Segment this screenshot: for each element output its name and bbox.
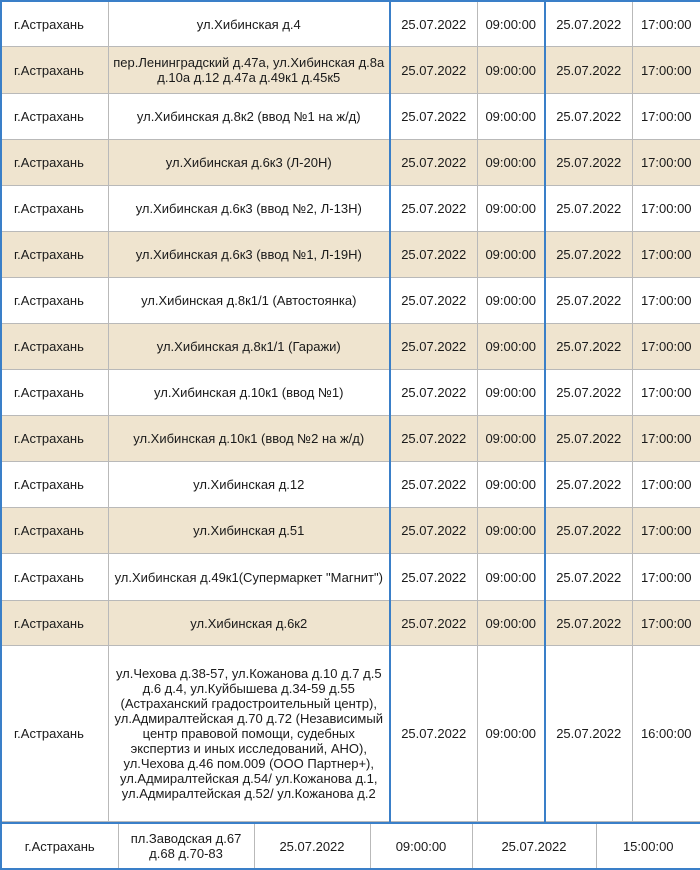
start-time-cell: 09:00:00: [477, 47, 545, 94]
table-row: [1, 370, 700, 416]
end-date-cell: 25.07.2022: [545, 554, 632, 601]
city-cell: г.Астрахань: [1, 324, 108, 370]
table-row: [1, 232, 700, 278]
start-date-cell: 25.07.2022: [390, 601, 477, 646]
start-time-cell: 09:00:00: [477, 462, 545, 508]
end-time-cell: 17:00:00: [632, 47, 700, 94]
end-date-cell: 25.07.2022: [545, 416, 632, 462]
start-time-cell: 09:00:00: [477, 370, 545, 416]
start-time-cell: 09:00:00: [477, 324, 545, 370]
table-row: [1, 823, 700, 869]
address-cell: ул.Хибинская д.12: [108, 462, 390, 508]
end-time-cell: 17:00:00: [632, 416, 700, 462]
city-cell: г.Астрахань: [1, 601, 108, 646]
start-date-cell: 25.07.2022: [390, 232, 477, 278]
start-time-cell: 09:00:00: [477, 278, 545, 324]
start-date-cell: 25.07.2022: [254, 823, 370, 869]
table-row: [1, 324, 700, 370]
start-time-cell: 09:00:00: [477, 94, 545, 140]
start-date-cell: 25.07.2022: [390, 416, 477, 462]
end-date-cell: 25.07.2022: [545, 186, 632, 232]
start-date-cell: 25.07.2022: [390, 140, 477, 186]
address-cell: ул.Хибинская д.4: [108, 1, 390, 47]
start-time-cell: 09:00:00: [477, 646, 545, 822]
start-time-cell: 09:00:00: [477, 186, 545, 232]
end-time-cell: 17:00:00: [632, 232, 700, 278]
start-date-cell: 25.07.2022: [390, 94, 477, 140]
city-cell: г.Астрахань: [1, 370, 108, 416]
city-cell: г.Астрахань: [1, 646, 108, 822]
address-cell: ул.Чехова д.38-57, ул.Кожанова д.10 д.7 д.5 д.6 д.4, ул.Куйбышева д.34-59 д.55 (Астраханский градостроительный центр), ул.Адмиралтейская д.70 д.72 (Независимый центр правовой помощи, судебных экспертиз и иных исследований, АНО), ул.Чехова д.46 пом.009 (ООО Партнер+), ул.Адмиралтейская д.54/ ул.Кожанова д.1, ул.Адмиралтейская д.52/ ул.Кожанова д.2: [108, 646, 390, 822]
end-time-cell: 17:00:00: [632, 554, 700, 601]
end-date-cell: 25.07.2022: [545, 646, 632, 822]
start-date-cell: 25.07.2022: [390, 370, 477, 416]
address-cell: ул.Хибинская д.6к3 (ввод №2, Л-13Н): [108, 186, 390, 232]
end-date-cell: 25.07.2022: [545, 94, 632, 140]
table-row: [1, 646, 700, 822]
city-cell: г.Астрахань: [1, 823, 118, 869]
table-row: [1, 462, 700, 508]
city-cell: г.Астрахань: [1, 186, 108, 232]
city-cell: г.Астрахань: [1, 94, 108, 140]
address-cell: ул.Хибинская д.10к1 (ввод №1): [108, 370, 390, 416]
city-cell: г.Астрахань: [1, 47, 108, 94]
table-row: [1, 140, 700, 186]
start-time-cell: 09:00:00: [477, 554, 545, 601]
address-cell: ул.Хибинская д.51: [108, 508, 390, 554]
start-time-cell: 09:00:00: [477, 232, 545, 278]
start-date-cell: 25.07.2022: [390, 278, 477, 324]
start-date-cell: 25.07.2022: [390, 646, 477, 822]
city-cell: г.Астрахань: [1, 278, 108, 324]
address-cell: ул.Хибинская д.8к2 (ввод №1 на ж/д): [108, 94, 390, 140]
start-time-cell: 09:00:00: [477, 1, 545, 47]
end-date-cell: 25.07.2022: [545, 232, 632, 278]
start-date-cell: 25.07.2022: [390, 1, 477, 47]
end-date-cell: 25.07.2022: [545, 140, 632, 186]
start-date-cell: 25.07.2022: [390, 324, 477, 370]
table-row: [1, 554, 700, 601]
city-cell: г.Астрахань: [1, 232, 108, 278]
city-cell: г.Астрахань: [1, 416, 108, 462]
start-time-cell: 09:00:00: [477, 140, 545, 186]
outage-schedule-table-last: [0, 822, 700, 870]
city-cell: г.Астрахань: [1, 554, 108, 601]
end-time-cell: 17:00:00: [632, 94, 700, 140]
end-time-cell: 17:00:00: [632, 140, 700, 186]
start-date-cell: 25.07.2022: [390, 508, 477, 554]
end-date-cell: 25.07.2022: [545, 370, 632, 416]
address-cell: ул.Хибинская д.8к1/1 (Гаражи): [108, 324, 390, 370]
end-date-cell: 25.07.2022: [545, 601, 632, 646]
table-row: [1, 416, 700, 462]
end-time-cell: 17:00:00: [632, 186, 700, 232]
end-time-cell: 16:00:00: [632, 646, 700, 822]
end-date-cell: 25.07.2022: [472, 823, 596, 869]
end-time-cell: 17:00:00: [632, 324, 700, 370]
city-cell: г.Астрахань: [1, 1, 108, 47]
address-cell: пл.Заводская д.67 д.68 д.70-83: [118, 823, 254, 869]
end-time-cell: 17:00:00: [632, 601, 700, 646]
end-time-cell: 15:00:00: [596, 823, 700, 869]
address-cell: ул.Хибинская д.8к1/1 (Автостоянка): [108, 278, 390, 324]
address-cell: ул.Хибинская д.6к2: [108, 601, 390, 646]
table-row: [1, 94, 700, 140]
address-cell: ул.Хибинская д.6к3 (ввод №1, Л-19Н): [108, 232, 390, 278]
address-cell: пер.Ленинградский д.47а, ул.Хибинская д.8а д.10а д.12 д.47а д.49к1 д.45к5: [108, 47, 390, 94]
city-cell: г.Астрахань: [1, 462, 108, 508]
start-time-cell: 09:00:00: [477, 508, 545, 554]
table-row: [1, 47, 700, 94]
table-row: [1, 601, 700, 646]
address-cell: ул.Хибинская д.6к3 (Л-20Н): [108, 140, 390, 186]
start-time-cell: 09:00:00: [370, 823, 472, 869]
end-date-cell: 25.07.2022: [545, 1, 632, 47]
end-date-cell: 25.07.2022: [545, 462, 632, 508]
end-date-cell: 25.07.2022: [545, 278, 632, 324]
end-time-cell: 17:00:00: [632, 370, 700, 416]
end-date-cell: 25.07.2022: [545, 508, 632, 554]
end-time-cell: 17:00:00: [632, 462, 700, 508]
table-row: [1, 1, 700, 47]
start-date-cell: 25.07.2022: [390, 462, 477, 508]
city-cell: г.Астрахань: [1, 508, 108, 554]
city-cell: г.Астрахань: [1, 140, 108, 186]
end-date-cell: 25.07.2022: [545, 324, 632, 370]
table-row: [1, 508, 700, 554]
table-row: [1, 278, 700, 324]
table-row: [1, 186, 700, 232]
start-time-cell: 09:00:00: [477, 601, 545, 646]
end-time-cell: 17:00:00: [632, 1, 700, 47]
end-time-cell: 17:00:00: [632, 508, 700, 554]
start-date-cell: 25.07.2022: [390, 554, 477, 601]
start-date-cell: 25.07.2022: [390, 47, 477, 94]
address-cell: ул.Хибинская д.10к1 (ввод №2 на ж/д): [108, 416, 390, 462]
end-date-cell: 25.07.2022: [545, 47, 632, 94]
end-time-cell: 17:00:00: [632, 278, 700, 324]
start-date-cell: 25.07.2022: [390, 186, 477, 232]
address-cell: ул.Хибинская д.49к1(Супермаркет "Магнит"): [108, 554, 390, 601]
start-time-cell: 09:00:00: [477, 416, 545, 462]
